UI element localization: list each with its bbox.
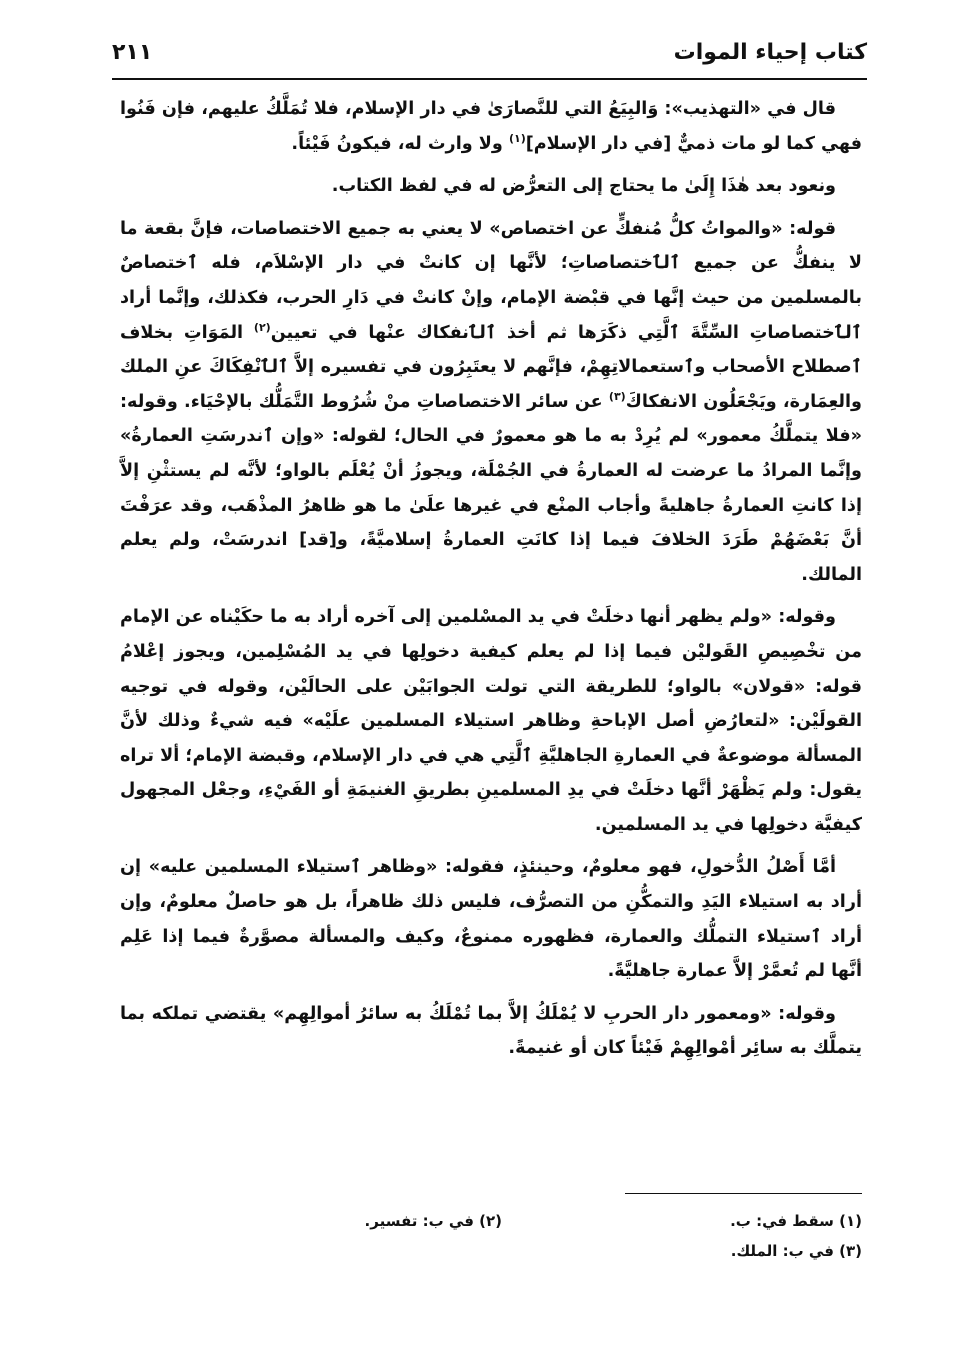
page-header (112, 38, 867, 74)
paragraph-2: ونعود بعد هٰذَا إِلَىٰ ما يحتاج إلى التعرُّض له في لفظ الكتاب. (331, 176, 836, 197)
paragraph-5: أمَّا أَصْلُ الدُّخولِ، فهو معلومٌ، وحينئذٍ، فقوله: «وظاهر ٱستيلاء المسلمين عليه» إن أراد به استيلاء اليَدِ والتمكُّنِ من التصرُّف، فليس ذلك ظاهراً، بل هو حاصلٌ معلومٌ، وإن أراد ٱستيلاء التملُّك والعمارة، فظهوره ممنوعٌ، وكيف والمسألة مصوَّرةٌ فيما إذا عَلِم أنَّها لم تُعمَّرْ إلاَّ عمارة جاهليَّةً. (120, 857, 862, 982)
footnote-row (120, 1236, 862, 1266)
paragraph-1 (120, 92, 862, 161)
paragraph-6: وقوله: «ومعمور دار الحربِ لا يُمْلَكُ إلاَّ بما تُمْلَكُ به سائرُ أموالِهِم» يقتضي تملكه بما يتملَّك به سائِر أمْوالِهِمْ فَيْئاً كان أو غنيمةً. (120, 1003, 862, 1059)
paragraph-text: قوله: «والمواتُ كلُّ مُنفكٍّ عن اختصاص» لا يعني به جميع الاختصاصات، فإنَّ بقعة ما لا ينفكُّ عن جميع ٱلٱختصاصاتِ؛ لأنَّها إن كانتْ في دار الإسْلاَم، فله ٱختصاصٌ بالمسلمين من حيث إنَّها في قبْضة الإمام، وإنْ كانتْ في دَارِ الحرب، فكذلك، وإنَّما أراد ٱلٱختصاصاتِ السِّتَّةَ ٱلَّتِي ذكَرَها ثم أخذ ٱلٱنفكاك عنْها في تعيين (120, 218, 862, 343)
footnote-2: (٢) في ب: تفسير. (364, 1212, 502, 1230)
footnotes (120, 1206, 862, 1266)
paragraph-text: قال في «التهذيب»: وَالبِيَعُ التي للنَّصارَىٰ في دار الإسلام، فلا تُمَلَّكُ عليهم، فإن فَنُوا فهي كما لو مات ذميٌّ [في دار الإسلام] (120, 99, 862, 154)
page-number: ٢١١ (112, 40, 153, 65)
running-title: كتاب إحياء الموات (673, 40, 867, 65)
paragraph-text: ولا وارث له، فيكونُ فَيْئاً. (291, 133, 509, 154)
footnote-1: (١) سقط في: ب. (730, 1212, 862, 1230)
footnote-rule (625, 1193, 862, 1194)
paragraph-4: وقوله: «ولم يظهر أنها دخلَتْ في يد المسْلمين إلى آخره أراد به ما حكَيْناه عن الإمام من تخْصِيصِ القَوليْن فيما إذا لم يعلم كيفية دخولِها في يد المُسْلِمين، ويجوز إعْلامُ قوله: «قولان» بالواو؛ للطريقة التي تولت الجوابَيْن على الحالَيْن، وقوله في توجيه القولَيْن: «لتعارُضِ أصل الإباحةِ وظاهر استيلاء المسلمين علَيْه» فيه شيءٌ وذلك لأنَّ المسألة موضوعةٌ في العمارةِ الجاهليَّةِ ٱلَّتِي هي في دار الإسلام، وقبضة الإمام؛ ألا تراه يقول: ولم يَظْهَرْ أنَّها دخلَتْ في يدِ المسلمينِ بطريقِ الغنيمَةِ أو الفَيْءِ، وجعْل المجهول كيفيَّة دخولِها في يد المسلمين. (120, 607, 862, 835)
footnote-ref-1: (١) (508, 131, 526, 145)
paragraph-3 (120, 212, 862, 593)
footnote-row (120, 1206, 862, 1236)
main-text (120, 92, 862, 1074)
footnote-ref-2: (٢) (253, 320, 271, 334)
footnote-3: (٣) في ب: الملك. (730, 1242, 862, 1260)
footnote-ref-3: (٣) (608, 389, 626, 403)
paragraph-text: عن سائر الاختصاصاتِ منْ شُرُوط التَّمَلُّك بالإحْيَاء. وقوله: «فلا يتملَّكُ معمور» لم يُرِدْ به ما هو معمورٌ في الحال؛ لقوله: «وإن ٱندرسَتِ العمارةُ» وإنَّما المرادُ ما عرضت له العمارةُ في الجُمْلَة، ويجوزُ أنْ يُعْلَم بالواو؛ لأنَّه لم يستثْنِ إلاَّ إذا كانتِ العمارةُ جاهليةً وأجاب المنْع في غيرها علَىٰ ما هو ظاهرُ المذْهَب، وقد عرَفْتَ أنَّ بَعْضَهُمْ طَرَدَ الخلافَ فيما إذا كانَتِ العمارةُ إسلاميَّةً، و[قد] اندرسَتْ، ولم يعلم المالك. (120, 391, 862, 585)
paragraph-text: المَوَاتِ بخلاف ٱصطلاح الأصحاب وٱستعمالاتِهِمْ، فإنَّهم لا يعتَبِرُون في تفسيره إلاَّ ٱلٱنْفِكَاكَ عنِ الملك والعِمَارة، ويَجْعَلُون الانفكاكَ (120, 322, 862, 412)
header-rule (112, 78, 867, 80)
